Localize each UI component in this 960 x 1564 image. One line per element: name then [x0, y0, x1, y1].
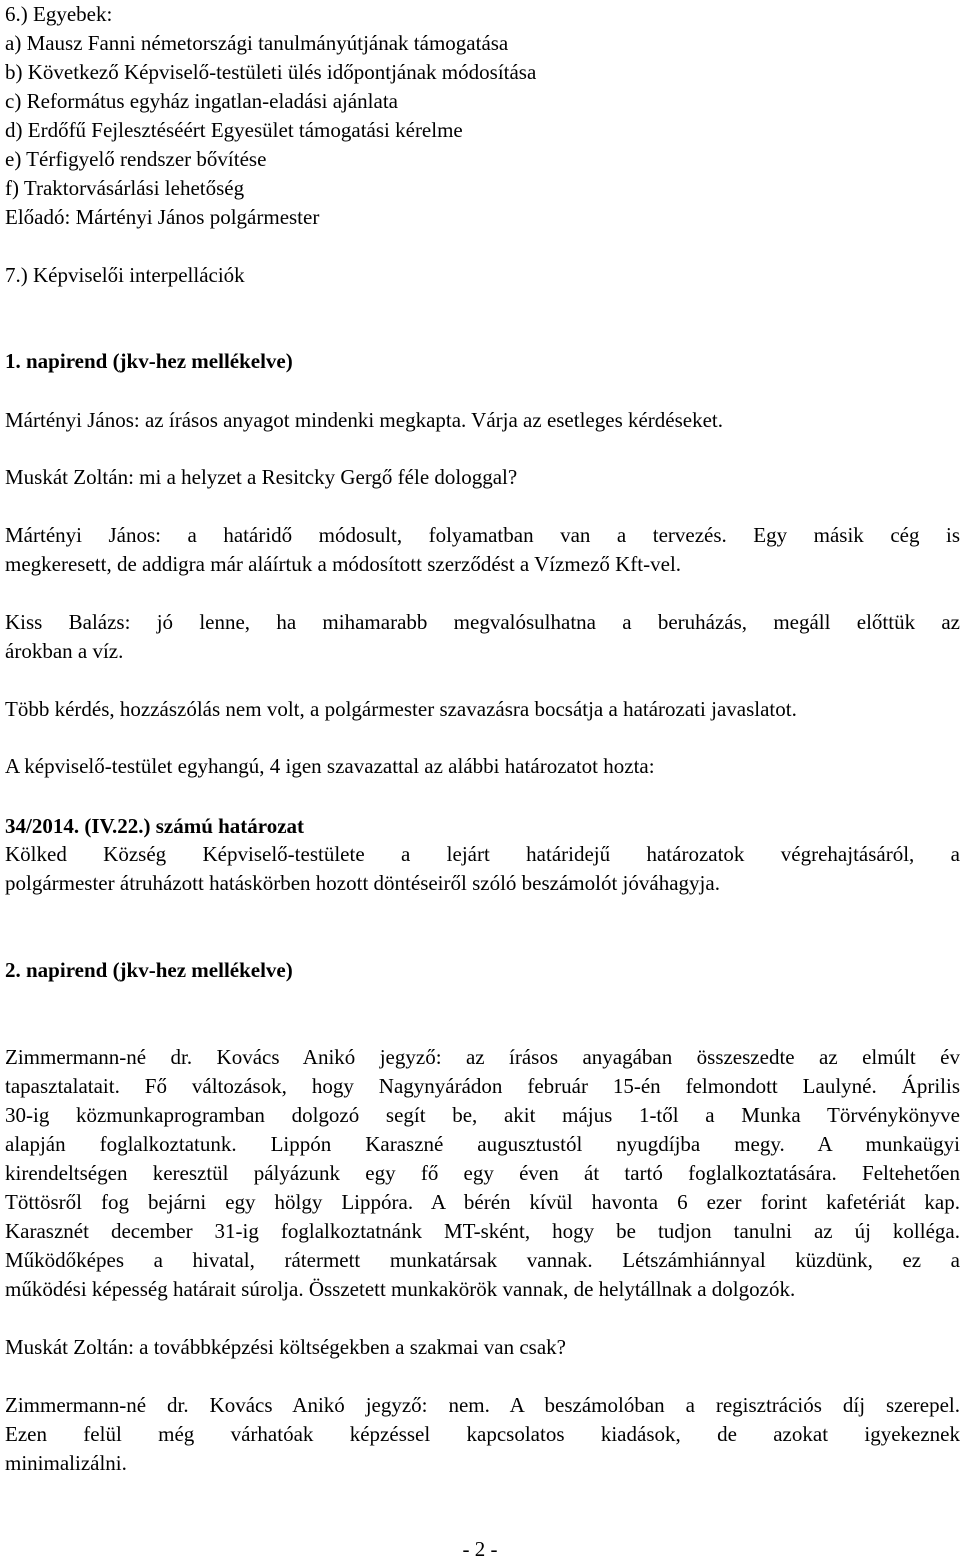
section-1-paragraph-5: Több kérdés, hozzászólás nem volt, a polgármester szavazásra bocsátja a határozati javaslatot.	[5, 697, 797, 721]
section-2-paragraph-1-line-7: Karasznét december 31-ig foglalkoztatnánk MT-sként, hogy be tudjon tanulni az új kollégа.	[5, 1219, 960, 1243]
section-1-paragraph-4-line-2: árokban a víz.	[5, 639, 124, 663]
section-1-paragraph-3-line-1: Mártényi János: a határidő módosult, folyamatban van a tervezés. Egy másik cég is	[5, 523, 960, 547]
agenda-6-item-d: d) Erdőfű Fejlesztéséért Egyesület támogatási kérelme	[5, 118, 463, 142]
section-1-paragraph-4-line-1: Kiss Balázs: jó lenne, ha mihamarabb megvalósulhatna a beruházás, megáll előttük az	[5, 610, 960, 634]
section-2-paragraph-1-line-1: Zimmermann-né dr. Kovács Anikó jegyző: az írásos anyagában összeszedte az elmúlt év	[5, 1045, 960, 1069]
section-1-paragraph-2: Muskát Zoltán: mi a helyzet a Resitcky Gergő féle dologgal?	[5, 465, 518, 489]
section-2-paragraph-1-line-5: kirendeltségen keresztül pályázunk egy fő egy éven át tartó foglalkoztatására. Feltehetően	[5, 1161, 960, 1185]
section-2-paragraph-3-line-2: Ezen felül még várhatóak képzéssel kapcsolatos kiadások, de azokat igyekeznek	[5, 1422, 960, 1446]
agenda-6-item-b: b) Következő Képviselő-testületi ülés időpontjának módosítása	[5, 60, 537, 84]
section-2-paragraph-1-line-3: 30-ig közmunkaprogramban dolgozó segít be, akit május 1-től a Munka Törvénykönyve	[5, 1103, 960, 1127]
section-1-heading: 1. napirend (jkv-hez mellékelve)	[5, 349, 293, 373]
agenda-6-item-a: a) Mausz Fanni németországi tanulmányútjának támogatása	[5, 31, 509, 55]
section-1-paragraph-1: Mártényi János: az írásos anyagot mindenki megkapta. Várja az esetleges kérdéseket.	[5, 408, 724, 432]
section-2-paragraph-1-line-8: Működőképes a hivatal, rátermett munkatársak vannak. Létszámhiánnyal küzdünk, ez a	[5, 1248, 960, 1272]
agenda-6-item-c: c) Református egyház ingatlan-eladási ajánlata	[5, 89, 398, 113]
section-1-paragraph-3-line-2: megkeresett, de addigra már aláírtuk a módosított szerződést a Vízmező Kft-vel.	[5, 552, 682, 576]
section-2-paragraph-3-line-3: minimalizálni.	[5, 1451, 127, 1475]
agenda-6-item-e: e) Térfigyelő rendszer bővítése	[5, 147, 267, 171]
agenda-7-heading: 7.) Képviselői interpellációk	[5, 263, 245, 287]
section-2-paragraph-3-line-1: Zimmermann-né dr. Kovács Anikó jegyző: nem. A beszámolóban a regisztrációs díj szerepel.	[5, 1393, 960, 1417]
section-1-paragraph-6: A képviselő-testület egyhangú, 4 igen szavazattal az alábbi határozatot hozta:	[5, 754, 655, 778]
section-2-paragraph-1-line-6: Töttösről fog bejárni egy hölgy Lippóra. A bérén kívül havonta 6 ezer forint kafetériát kap.	[5, 1190, 960, 1214]
resolution-title: 34/2014. (IV.22.) számú határozat	[5, 814, 305, 838]
resolution-text-line-1: Kölked Község Képviselő-testülete a lejárt határidejű határozatok végrehajtásáról, a	[5, 842, 960, 866]
agenda-6-heading: 6.) Egyebek:	[5, 2, 113, 26]
section-2-heading: 2. napirend (jkv-hez mellékelve)	[5, 958, 293, 982]
section-2-paragraph-1-line-9: működési képesség határait súrolja. Összetett munkakörök vannak, de helytállnak a dolgozók.	[5, 1277, 796, 1301]
resolution-text-line-2: polgármester átruházott hatáskörben hozott döntéseiről szóló beszámolót jóváhagyja.	[5, 871, 720, 895]
section-2-paragraph-1-line-4: alapján foglalkoztatunk. Lippón Karaszné augusztustól nyugdíjba megy. A munkaügyi	[5, 1132, 960, 1156]
agenda-6-presenter: Előadó: Mártényi János polgármester	[5, 205, 320, 229]
agenda-6-item-f: f) Traktorvásárlási lehetőség	[5, 176, 245, 200]
section-2-paragraph-2: Muskát Zoltán: a továbbképzési költségekben a szakmai van csak?	[5, 1335, 566, 1359]
page-number: - 2 -	[462, 1537, 498, 1561]
section-2-paragraph-1-line-2: tapasztalatait. Fő változások, hogy Nagynyárádon február 15-én felmondott Laulyné. Április	[5, 1074, 960, 1098]
